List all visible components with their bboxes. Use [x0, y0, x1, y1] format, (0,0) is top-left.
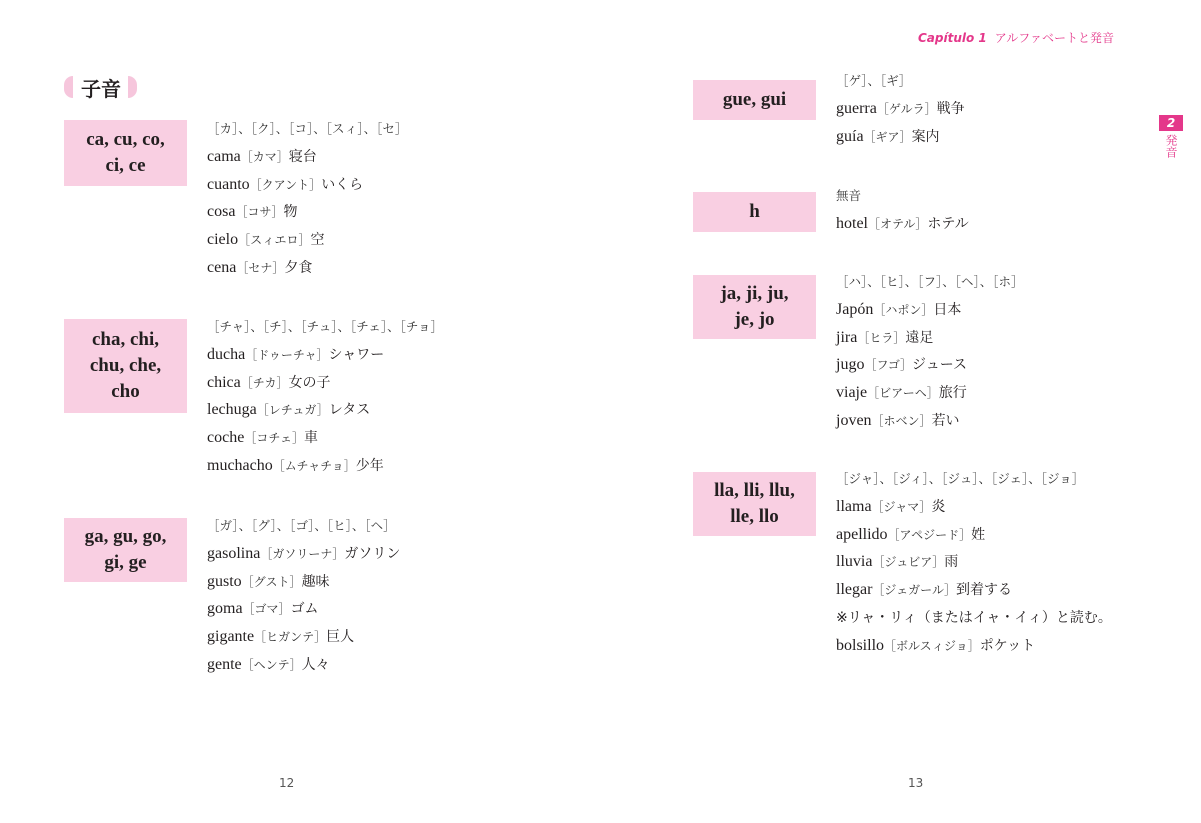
example-line [207, 254, 527, 282]
page-number-left: 12 [279, 776, 295, 790]
example-line [207, 341, 527, 369]
spanish-word: Japón [836, 300, 874, 318]
katakana-reading: ［ホベン］ [871, 413, 932, 428]
side-tab-number: 2 [1159, 115, 1183, 131]
katakana-reading: ［ジュビア］ [872, 555, 945, 570]
consonant-label [64, 319, 187, 413]
japanese-meaning: 趣味 [301, 573, 330, 590]
japanese-meaning: 到着する [955, 582, 1012, 599]
example-line [207, 198, 527, 226]
spanish-word: llegar [836, 581, 873, 599]
spanish-word: lechuga [207, 401, 257, 419]
chapter-label: Capítulo 1 [918, 31, 987, 45]
pronunciation-kana: ［チャ］、［チ］、［チュ］、［チェ］、［チョ］ [207, 319, 444, 334]
katakana-reading: ［ハポン］ [873, 302, 934, 317]
japanese-meaning: 炎 [931, 498, 946, 515]
japanese-meaning: 夕食 [284, 259, 313, 276]
katakana-reading: ［オテル］ [868, 216, 928, 231]
spanish-word: coche [207, 429, 245, 447]
japanese-meaning: 車 [303, 430, 318, 447]
consonant-label-line: ci, ce [105, 155, 146, 176]
example-line [836, 407, 1156, 435]
japanese-meaning: 女の子 [288, 374, 331, 391]
example-line [207, 595, 527, 623]
spanish-word: llama [836, 497, 872, 515]
katakana-reading: ［レチュガ］ [256, 403, 329, 418]
katakana-reading: ［ムチャチョ］ [272, 458, 356, 473]
katakana-reading: ［ヒガンテ］ [254, 630, 327, 645]
chapter-title: アルファベートと発音 [994, 31, 1115, 45]
example-line [207, 623, 527, 651]
spanish-word: gigante [207, 628, 255, 646]
example-line [207, 369, 527, 397]
spanish-word: cosa [207, 203, 236, 221]
spanish-word: apellido [836, 525, 888, 543]
example-lines [207, 313, 527, 480]
example-line [836, 351, 1156, 379]
japanese-meaning: ゴム [290, 601, 319, 618]
pronunciation-kana: 無音 [836, 188, 862, 203]
spanish-word: jira [836, 328, 858, 346]
example-line [836, 521, 1156, 549]
example-line [207, 424, 527, 452]
spanish-word: cuanto [207, 175, 250, 193]
spanish-word: cena [207, 258, 237, 276]
example-line [207, 452, 527, 480]
spanish-word: joven [836, 411, 872, 429]
example-line [207, 396, 527, 424]
japanese-meaning: ホテル [927, 215, 969, 232]
example-line [836, 324, 1156, 352]
katakana-reading: ［ジャマ］ [871, 499, 932, 514]
right-page [600, 0, 1201, 823]
spanish-word: lluvia [836, 553, 873, 571]
example-lines [207, 512, 527, 679]
japanese-meaning: 巨人 [326, 629, 355, 646]
katakana-reading: ［チカ］ [240, 375, 289, 390]
katakana-reading: ［カマ］ [240, 149, 289, 164]
katakana-reading: ［ヘンテ］ [241, 657, 302, 672]
section-tab-right [128, 76, 137, 98]
example-line [836, 95, 1156, 123]
pronunciation-note [836, 604, 1156, 632]
section-tab-left [64, 76, 73, 98]
example-line [836, 296, 1156, 324]
spanish-word: guía [836, 127, 864, 145]
japanese-meaning: 若い [931, 412, 960, 429]
consonant-label [693, 192, 816, 232]
spanish-word: gusto [207, 572, 242, 590]
japanese-meaning: 雨 [944, 554, 959, 571]
katakana-reading: ［ビアーヘ］ [867, 386, 939, 401]
consonant-label [693, 80, 816, 120]
example-line [836, 379, 1156, 407]
japanese-meaning: 日本 [933, 301, 962, 318]
consonant-label [693, 275, 816, 339]
japanese-meaning: ポケット [979, 637, 1036, 654]
consonant-label-line: ca, cu, co, [86, 129, 165, 150]
consonant-label-line: ga, gu, go, [84, 526, 167, 547]
consonant-label-line: h [749, 201, 760, 222]
spanish-word: hotel [836, 214, 868, 232]
example-line [836, 123, 1156, 151]
example-line [836, 548, 1156, 576]
spanish-word: jugo [836, 356, 865, 374]
katakana-reading: ［フゴ］ [864, 358, 912, 373]
consonant-label-line: cha, chi, [91, 329, 160, 350]
pronunciation-kana: ［カ］、［ク］、［コ］、［スィ］、［セ］ [207, 121, 408, 136]
consonant-label-line: gue, gui [722, 89, 787, 110]
katakana-reading: ［スィエロ］ [238, 233, 311, 248]
consonant-label [693, 472, 816, 536]
katakana-reading: ［ガソリーナ］ [260, 546, 345, 561]
example-line [836, 632, 1156, 660]
consonant-label-line: chu, che, [89, 355, 162, 376]
spanish-word: goma [207, 600, 243, 618]
side-tab-label: 発音 [1164, 134, 1178, 158]
japanese-meaning: レタス [328, 402, 371, 419]
katakana-reading: ［アペジード］ [887, 527, 972, 542]
example-line [207, 651, 527, 679]
example-line [207, 568, 527, 596]
example-lines [836, 182, 1156, 238]
consonant-label-line: gi, ge [104, 552, 147, 573]
katakana-reading: ［ボルスィジョ］ [884, 638, 980, 653]
spanish-word: cama [207, 147, 241, 165]
example-line [207, 226, 527, 254]
katakana-reading: ［グスト］ [241, 574, 302, 589]
consonant-label-line: lle, llo [730, 506, 779, 527]
example-line [207, 540, 527, 568]
spanish-word: viaje [836, 384, 868, 402]
japanese-meaning: 人々 [301, 656, 330, 673]
japanese-meaning: 姓 [971, 526, 986, 543]
example-lines [207, 115, 527, 282]
example-line [207, 171, 527, 199]
example-line [207, 143, 527, 171]
spanish-word: guerra [836, 99, 877, 117]
example-line [836, 576, 1156, 604]
consonant-label [64, 518, 187, 582]
katakana-reading: ［ゴマ］ [242, 602, 291, 617]
pronunciation-kana: ［ガ］、［グ］、［ゴ］、［ヒ］、［ヘ］ [207, 518, 396, 533]
example-lines [836, 465, 1156, 660]
consonant-label-line: lla, lli, llu, [714, 480, 795, 501]
consonant-label-line: ja, ji, ju, [720, 283, 789, 304]
spanish-word: muchacho [207, 456, 273, 474]
spanish-word: ducha [207, 345, 246, 363]
katakana-reading: ［ドゥーチャ］ [245, 347, 329, 362]
example-lines [836, 67, 1156, 150]
japanese-meaning: 案内 [911, 128, 940, 145]
running-header [918, 29, 1114, 46]
katakana-reading: ［ゲルラ］ [876, 101, 937, 116]
pronunciation-kana: ［ゲ］、［ギ］ [836, 73, 912, 88]
spanish-word: cielo [207, 231, 239, 249]
consonant-label-line: cho [111, 381, 140, 402]
example-lines [836, 268, 1156, 435]
katakana-reading: ［ヒラ］ [857, 330, 906, 345]
japanese-meaning: ジュース [911, 357, 968, 374]
chapter-side-tab [1159, 115, 1183, 158]
katakana-reading: ［セナ］ [236, 260, 285, 275]
spanish-word: chica [207, 373, 241, 391]
note-text: ※リャ・リィ（またはイャ・イィ）と読む。 [836, 609, 1112, 626]
consonant-label-line: je, jo [734, 309, 775, 330]
katakana-reading: ［クアント］ [249, 177, 322, 192]
japanese-meaning: 空 [310, 232, 325, 249]
japanese-meaning: 少年 [355, 457, 384, 474]
japanese-meaning: 戦争 [936, 100, 965, 117]
page-number-right: 13 [908, 776, 924, 790]
japanese-meaning: 寝台 [288, 148, 317, 165]
pronunciation-kana: ［ハ］、［ヒ］、［フ］、［ヘ］、［ホ］ [836, 274, 1024, 289]
section-title-text: 子音 [81, 76, 121, 101]
pronunciation-kana: ［ジャ］、［ジィ］、［ジュ］、［ジェ］、［ジョ］ [836, 471, 1085, 486]
spanish-word: bolsillo [836, 636, 885, 654]
section-title [64, 72, 137, 102]
katakana-reading: ［コチェ］ [244, 431, 304, 446]
japanese-meaning: ガソリン [344, 545, 401, 562]
consonant-label [64, 120, 187, 186]
japanese-meaning: 物 [283, 204, 298, 221]
example-line [836, 493, 1156, 521]
katakana-reading: ［ギア］ [863, 129, 912, 144]
example-line [836, 210, 1156, 238]
japanese-meaning: 遠足 [905, 329, 934, 346]
katakana-reading: ［コサ］ [235, 205, 284, 220]
japanese-meaning: いくら [321, 176, 364, 193]
japanese-meaning: 旅行 [938, 385, 967, 402]
spanish-word: gasolina [207, 544, 261, 562]
spanish-word: gente [207, 655, 242, 673]
japanese-meaning: シャワー [328, 346, 385, 363]
katakana-reading: ［ジェガール］ [872, 583, 956, 598]
left-page [0, 0, 600, 823]
